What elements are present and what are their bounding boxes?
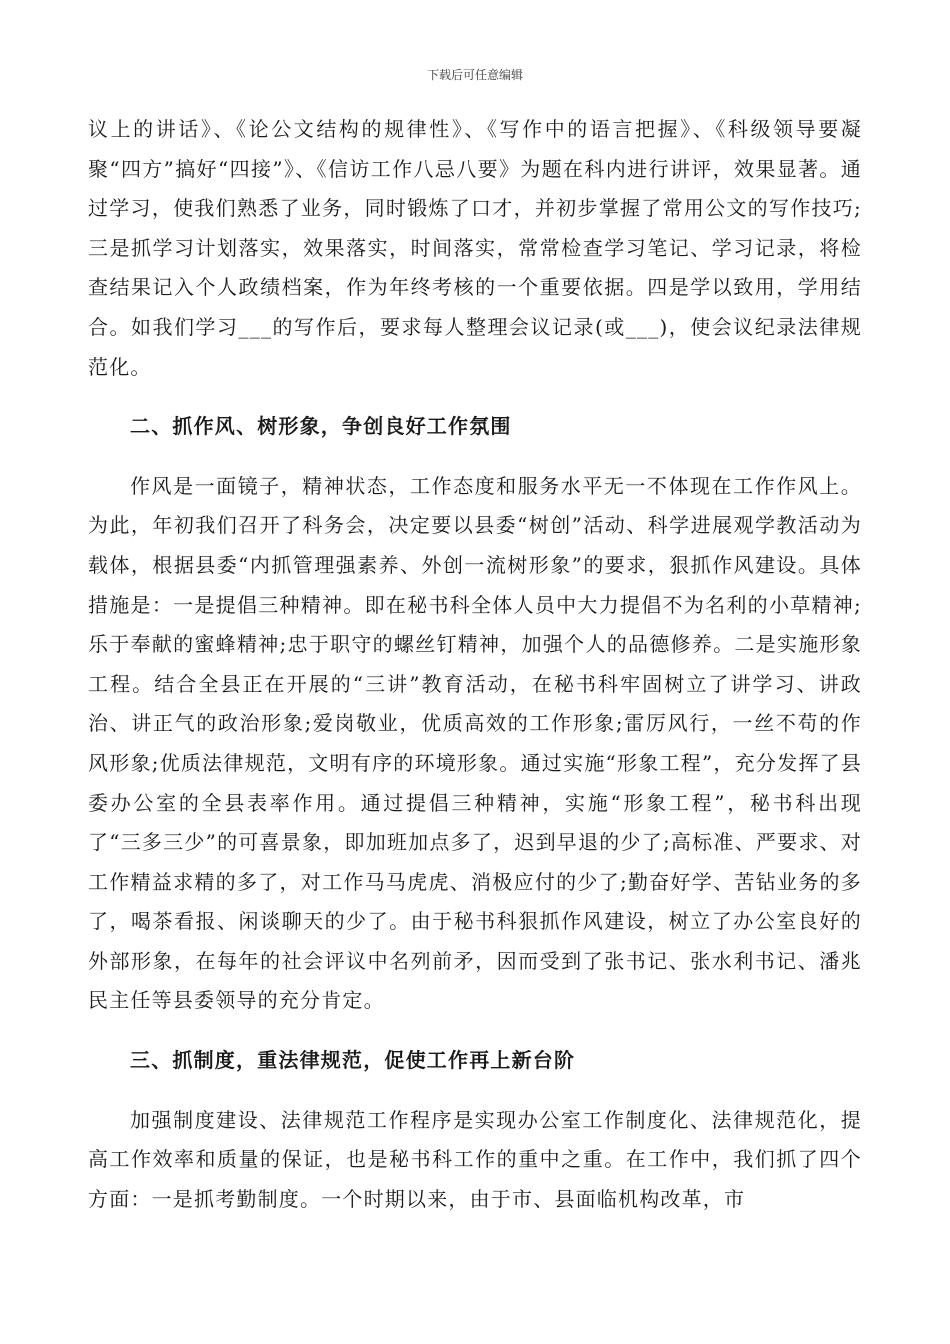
paragraph-work-style: 作风是一面镜子，精神状态，工作态度和服务水平无一不体现在工作作风上。为此，年初我们召开了科务会，决定要以县委“树创”活动、科学进展观学教活动为载体，根据县委“内抓管理强素养、外创一流树形象”的要求，狠抓作风建设。具体措施是：一是提倡三种精神。即在秘书科全体人员中大力提倡不为名利的小草精神;乐于奉献的蜜蜂精神;忠于职守的螺丝钉精神，加强个人的品德修养。二是实施形象工程。结合全县正在开展的“三讲”教育活动，在秘书科牢固树立了讲学习、讲政治、讲正气的政治形象;爱岗敬业，优质高效的工作形象;雷厉风行，一丝不苟的作风形象;优质法律规范，文明有序的环境形象。通过实施“形象工程”，充分发挥了县委办公室的全县表率作用。通过提倡三种精神，实施“形象工程”，秘书科出现了“三多三少”的可喜景象，即加班加点多了，迟到早退的少了;高标准、严要求、对工作精益求精的多了，对工作马马虎虎、消极应付的少了;勤奋好学、苦钻业务的多了，喝茶看报、闲谈聊天的少了。由于秘书科狠抓作风建设，树立了办公室良好的外部形象，在每年的社会评议中名列前矛，因而受到了张书记、张水利书记、潘兆民主任等县委领导的充分肯定。 [88,473,862,1013]
section-heading-3: 三、抓制度，重法律规范，促使工作再上新台阶 [130,1048,576,1073]
page-header: 下载后可任意编辑 [426,68,523,82]
paragraph-continuation: 议上的讲话》、《论公文结构的规律性》、《写作中的语言把握》、《科级领导要凝聚“四方”搞好“四接”》、《信访工作八忌八要》为题在科内进行讲评，效果显著。通过学习，使我们熟悉了业务，同时锻炼了口才，并初步掌握了常用公文的写作技巧;三是抓学习计划落实，效果落实，时间落实，常常检查学习笔记、学习记录，将检查结果记入个人政绩档案，作为年终考核的一个重要依据。四是学以致用，学用结合。如我们学习___的写作后，要求每人整理会议记录(或___)，使会议纪录法律规范化。 [88,117,862,379]
document-body [88,110,862,1219]
paragraph-system-building: 加强制度建设、法律规范工作程序是实现办公室工作制度化、法律规范化，提高工作效率和质量的保证，也是秘书科工作的重中之重。在工作中，我们抓了四个方面：一是抓考勤制度。一个时期以来，由于市、县面临机构改革，市 [88,1107,862,1211]
section-heading-2: 二、抓作风、树形象，争创良好工作氛围 [130,414,512,439]
